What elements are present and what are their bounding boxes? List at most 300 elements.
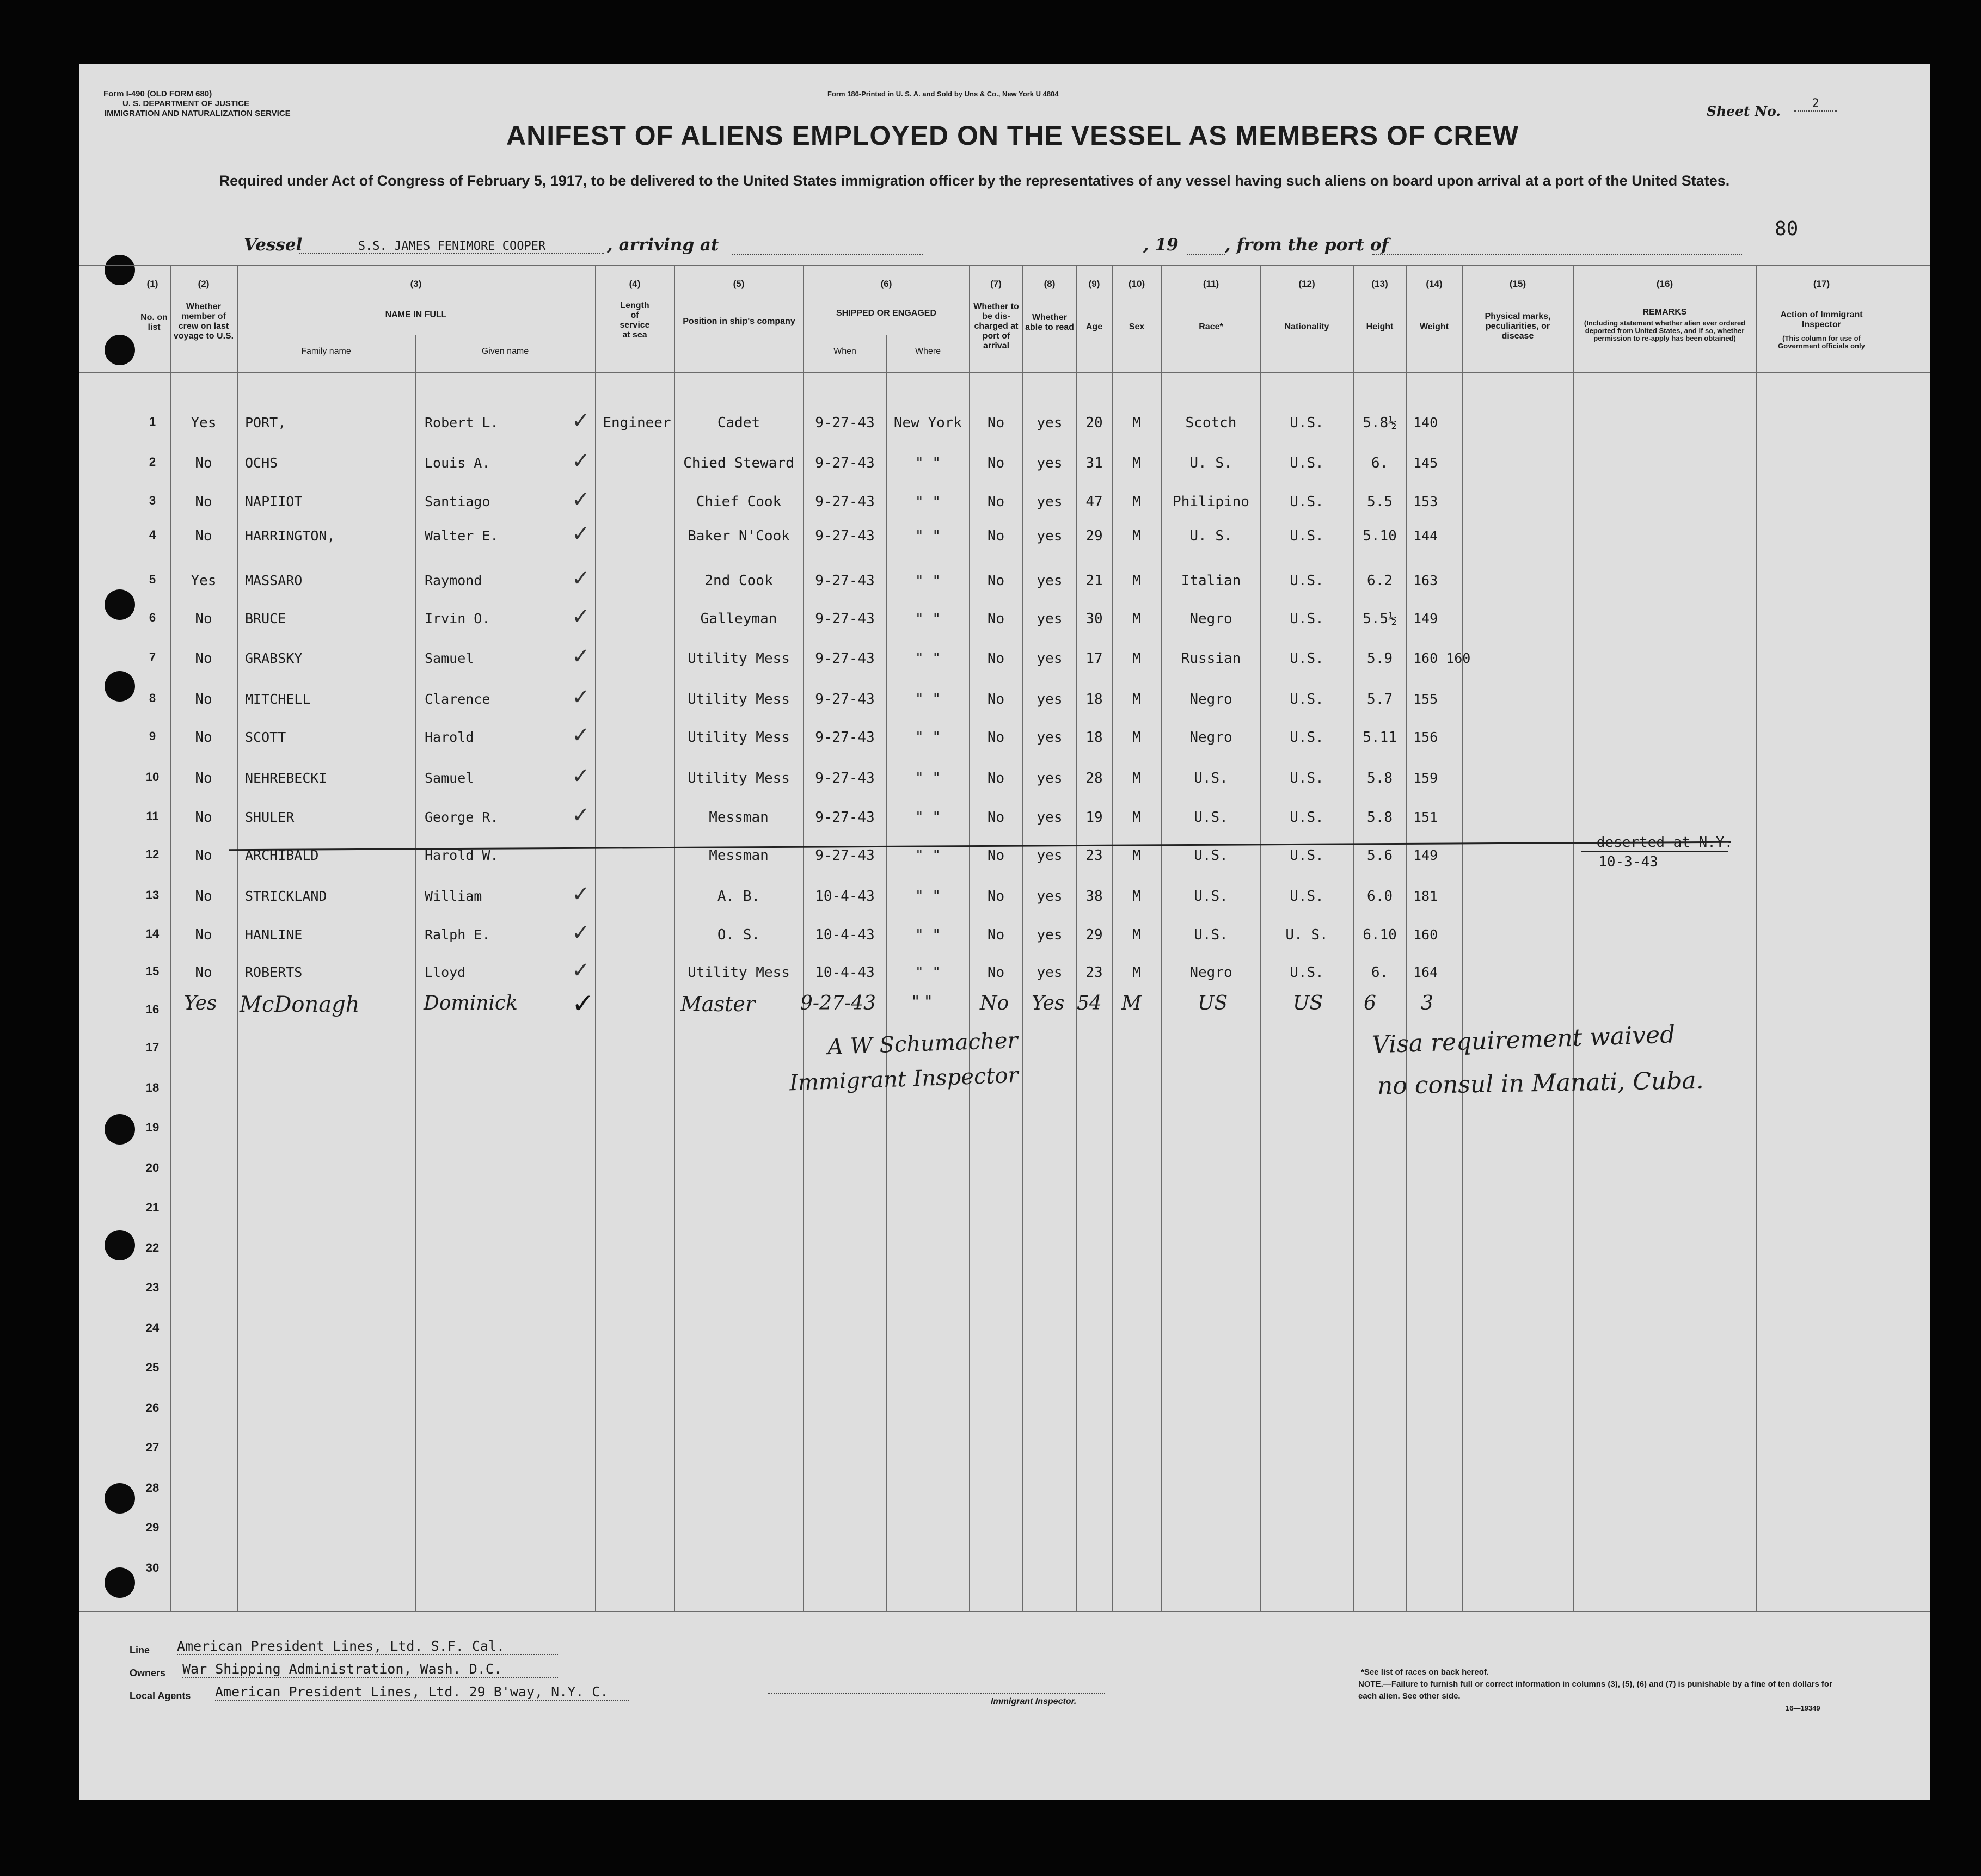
weight-cell: 140: [1413, 415, 1438, 430]
read-cell: yes: [1037, 573, 1063, 589]
height-cell: 5.9: [1367, 650, 1393, 667]
weight-cell: 3: [1421, 992, 1433, 1014]
discharged-cell: No: [987, 809, 1005, 826]
family-name-cell: GRABSKY: [245, 650, 303, 666]
height-cell: 5.5½: [1363, 611, 1397, 627]
shipped-when-cell: 9-27-43: [815, 847, 875, 864]
family-name-cell: SHULER: [245, 809, 295, 825]
col-4-label: Length of service at sea: [620, 301, 650, 340]
punch-hole: [105, 671, 135, 702]
arriving-label: , arriving at: [607, 235, 719, 255]
col-2-label: Whether member of crew on last voyage to U.S.: [173, 302, 234, 341]
read-cell: yes: [1037, 494, 1063, 510]
race-cell: Negro: [1189, 964, 1232, 981]
col-14-label: Weight: [1419, 322, 1449, 331]
position-cell: Utility Mess: [688, 691, 790, 708]
checkmark-icon: ✓: [572, 408, 590, 433]
discharged-cell: No: [987, 770, 1005, 786]
col-16-label: REMARKS: [1642, 307, 1687, 317]
visa-note-line2: no consul in Manati, Cuba.: [1377, 1066, 1704, 1100]
inspector-signature: A W Schumacher: [827, 1028, 1019, 1060]
row-number: 5: [149, 573, 156, 586]
col-13-num: (13): [1371, 279, 1388, 289]
age-cell: 30: [1085, 611, 1103, 627]
where-header: Where: [915, 347, 941, 356]
weight-cell: 149: [1413, 847, 1438, 863]
weight-cell: 156: [1413, 729, 1438, 745]
height-cell: 6.: [1371, 455, 1389, 471]
sex-cell: M: [1132, 809, 1141, 826]
last-voyage-cell: Yes: [184, 992, 217, 1014]
last-voyage-cell: Yes: [191, 415, 217, 431]
family-name-cell: STRICKLAND: [245, 888, 327, 904]
race-cell: U.S.: [1194, 809, 1228, 826]
read-cell: yes: [1037, 888, 1063, 905]
last-voyage-cell: No: [195, 455, 212, 471]
sheet-number: 2: [1794, 97, 1837, 112]
visa-note-line1: Visa requirement waived: [1371, 1020, 1676, 1059]
sex-cell: M: [1132, 770, 1141, 786]
row-number: 29: [145, 1521, 160, 1534]
weight-cell: 160: [1413, 927, 1438, 943]
col-9-label: Age: [1085, 322, 1103, 331]
race-cell: U. S.: [1189, 455, 1232, 471]
discharged-cell: No: [987, 455, 1005, 471]
read-cell: yes: [1037, 611, 1063, 627]
shipped-when-cell: 9-27-43: [815, 415, 875, 431]
family-name-cell: MITCHELL: [245, 691, 311, 707]
nationality-cell: U.S.: [1290, 415, 1324, 431]
read-cell: yes: [1037, 964, 1063, 981]
punch-hole: [105, 1114, 135, 1145]
table-top-rule: [79, 265, 1930, 266]
sex-cell: M: [1121, 992, 1142, 1014]
agents-label: Local Agents: [130, 1690, 191, 1701]
service-name: IMMIGRATION AND NATURALIZATION SERVICE: [105, 109, 291, 118]
year-field: [1187, 254, 1225, 255]
age-cell: 38: [1085, 888, 1103, 905]
nationality-cell: U.S.: [1290, 888, 1324, 905]
height-cell: 5.7: [1367, 691, 1393, 708]
col-4-num: (4): [629, 279, 641, 289]
when-header: When: [833, 347, 856, 356]
shipped-when-cell: 9-27-43: [815, 650, 875, 667]
shipped-when-cell: 10-4-43: [815, 888, 875, 905]
shipped-when-cell: 10-4-43: [815, 927, 875, 943]
age-cell: 47: [1085, 494, 1103, 510]
row-number: 15: [145, 964, 160, 978]
last-voyage-cell: No: [195, 729, 212, 746]
read-cell: Yes: [1032, 992, 1065, 1014]
position-cell: Baker N'Cook: [688, 528, 790, 544]
shipped-where-cell: " ": [915, 573, 941, 589]
family-name-cell: HANLINE: [245, 927, 303, 943]
age-cell: 18: [1085, 729, 1103, 746]
nationality-cell: U.S.: [1290, 691, 1324, 708]
sex-cell: M: [1132, 927, 1141, 943]
col-11-num: (11): [1203, 279, 1219, 289]
nationality-cell: U.S.: [1290, 809, 1324, 826]
corner-number: 80: [1775, 218, 1799, 240]
checkmark-icon: ✓: [572, 958, 590, 983]
inspector-title: Immigrant Inspector: [789, 1062, 1019, 1096]
given-name-cell: Dominick: [424, 992, 518, 1014]
col-17-sublabel: (This column for use of Government officials only: [1778, 334, 1865, 350]
col-5-label: Position in ship's company: [683, 317, 795, 326]
row-number: 30: [145, 1560, 160, 1574]
weight-cell: 181: [1413, 888, 1438, 904]
last-voyage-cell: No: [195, 691, 212, 708]
last-voyage-cell: No: [195, 650, 212, 667]
weight-cell: 163: [1413, 573, 1438, 588]
shipped-when-cell: 9-27-43: [815, 494, 875, 510]
family-name-cell: BRUCE: [245, 611, 286, 626]
given-name-cell: Harold: [425, 729, 474, 745]
sex-cell: M: [1132, 455, 1141, 471]
discharged-cell: No: [987, 691, 1005, 708]
given-name-cell: Samuel: [425, 650, 474, 666]
age-cell: 23: [1085, 964, 1103, 981]
last-voyage-cell: No: [195, 809, 212, 826]
row-number: 17: [145, 1041, 160, 1054]
col-15-label: Physical marks, peculiarities, or disease: [1485, 312, 1551, 341]
sex-cell: M: [1132, 573, 1141, 589]
col-divider: [415, 335, 416, 1611]
given-name-cell: William: [425, 888, 482, 904]
col-17-label: Action of Immigrant Inspector: [1780, 310, 1863, 329]
position-cell: Galleyman: [700, 611, 777, 627]
given-name-cell: Louis A.: [425, 455, 490, 471]
col-8-num: (8): [1044, 279, 1056, 289]
nationality-cell: US: [1293, 992, 1323, 1014]
shipped-where-cell: " ": [915, 455, 941, 471]
height-cell: 6: [1364, 992, 1376, 1014]
shipped-where-cell: " ": [915, 729, 941, 746]
col-2-num: (2): [198, 279, 210, 289]
col-divider: [237, 265, 238, 1611]
shipped-where-cell: " ": [915, 611, 941, 627]
shipped-where-cell: " ": [915, 494, 941, 510]
row-number: 24: [145, 1320, 160, 1334]
shipped-when-cell: 9-27-43: [815, 729, 875, 746]
port-label: , from the port of: [1225, 235, 1389, 255]
col-6-label: SHIPPED OR ENGAGED: [836, 309, 937, 318]
col-16-num: (16): [1656, 279, 1673, 289]
row-number: 16: [145, 1002, 160, 1016]
sex-cell: M: [1132, 528, 1141, 544]
checkmark-icon: ✓: [572, 521, 590, 546]
given-name-cell: George R.: [425, 809, 499, 825]
shipped-where-cell: " ": [915, 888, 941, 905]
shipped-when-cell: 9-27-43: [815, 528, 875, 544]
discharged-cell: No: [987, 847, 1005, 864]
read-cell: yes: [1037, 415, 1063, 431]
family-name-cell: ARCHIBALD: [245, 847, 319, 863]
inspector-signature-line: [768, 1693, 1105, 1694]
row-number: 22: [145, 1240, 160, 1254]
age-cell: 17: [1085, 650, 1103, 667]
position-cell: Chied Steward: [683, 455, 794, 471]
height-cell: 5.8½: [1363, 415, 1397, 431]
col-17-num: (17): [1813, 279, 1830, 289]
sex-cell: M: [1132, 847, 1141, 864]
penalty-note: NOTE.—Failure to furnish full or correct information in columns (3), (5), (6) and (7) is punishable by a fine of ten dollars for each alien. See other side.: [1358, 1680, 1832, 1701]
col-7-num: (7): [990, 279, 1002, 289]
position-cell: Messman: [709, 847, 769, 864]
age-cell: 18: [1085, 691, 1103, 708]
age-cell: 21: [1085, 573, 1103, 589]
discharged-cell: No: [987, 964, 1005, 981]
inspector-signature-label: Immigrant Inspector.: [991, 1697, 1077, 1706]
shipped-when-cell: 9-27-43: [815, 770, 875, 786]
shipped-where-cell: " ": [915, 770, 941, 786]
last-voyage-cell: No: [195, 964, 212, 981]
form-code: 16—19349: [1786, 1704, 1820, 1712]
row-number: 7: [149, 650, 156, 664]
position-cell: Master: [680, 992, 755, 1016]
height-cell: 5.6: [1367, 847, 1393, 864]
row-number: 6: [149, 611, 156, 624]
race-cell: US: [1198, 992, 1228, 1014]
nationality-cell: U.S.: [1290, 729, 1324, 746]
year-label: , 19: [1143, 235, 1179, 255]
col-7-label: Whether to be dis-charged at port of arrival: [973, 302, 1019, 350]
weight-cell: 144: [1413, 528, 1438, 544]
discharged-cell: No: [987, 494, 1005, 510]
row-number: 13: [145, 888, 160, 902]
owners-value: War Shipping Administration, Wash. D.C.: [182, 1661, 558, 1678]
last-voyage-cell: No: [195, 927, 212, 943]
row-number: 9: [149, 729, 156, 743]
given-name-cell: Samuel: [425, 770, 474, 786]
punch-hole: [105, 1567, 135, 1598]
remarks-date-cell: 10-3-43: [1598, 854, 1658, 870]
arriving-field: [732, 254, 923, 255]
last-voyage-cell: No: [195, 770, 212, 786]
row-number: 2: [149, 455, 156, 469]
read-cell: yes: [1037, 455, 1063, 471]
race-cell: Russian: [1181, 650, 1241, 667]
height-cell: 5.10: [1363, 528, 1397, 544]
col-divider: [1406, 265, 1407, 1611]
height-cell: 6.10: [1363, 927, 1397, 943]
discharged-cell: No: [987, 729, 1005, 746]
family-name-cell: ROBERTS: [245, 964, 303, 980]
col-5-num: (5): [733, 279, 745, 289]
family-name-header: Family name: [301, 347, 351, 356]
col-16-sublabel: (Including statement whether alien ever ordered deported from United States, and if so, whether permission to re-apply has been obtained): [1584, 319, 1746, 342]
age-cell: 19: [1085, 809, 1103, 826]
shipped-where-cell: " ": [915, 809, 941, 826]
last-voyage-cell: No: [195, 611, 212, 627]
shipped-when-cell: 9-27-43: [815, 611, 875, 627]
row-number: 25: [145, 1361, 160, 1374]
race-cell: U.S.: [1194, 927, 1228, 943]
read-cell: yes: [1037, 770, 1063, 786]
form-number: Form I-490 (OLD FORM 680): [103, 89, 212, 99]
shipped-when-cell: 10-4-43: [815, 964, 875, 981]
age-cell: 31: [1085, 455, 1103, 471]
nationality-cell: U. S.: [1285, 927, 1328, 943]
nationality-cell: U.S.: [1290, 964, 1324, 981]
row-number: 1: [149, 415, 156, 428]
age-cell: 28: [1085, 770, 1103, 786]
family-name-cell: McDonagh: [240, 992, 360, 1017]
checkmark-icon: ✓: [572, 604, 590, 629]
shipped-when-cell: 9-27-43: [815, 455, 875, 471]
weight-cell: 149: [1413, 611, 1438, 626]
last-voyage-cell: No: [195, 888, 212, 905]
shipped-where-cell: " ": [915, 691, 941, 708]
height-cell: 5.5: [1367, 494, 1393, 510]
given-name-cell: Clarence: [425, 691, 490, 707]
nationality-cell: U.S.: [1290, 455, 1324, 471]
position-cell: Chief Cook: [696, 494, 782, 510]
checkmark-icon: ✓: [572, 803, 590, 828]
page-title: ANIFEST OF ALIENS EMPLOYED ON THE VESSEL AS MEMBERS OF CREW: [506, 120, 1519, 151]
col-9-num: (9): [1088, 279, 1100, 289]
shipped-when-cell: 9-27-43: [800, 992, 876, 1014]
shipped-where-cell: " ": [915, 847, 941, 864]
weight-cell: 145: [1413, 455, 1438, 471]
owners-label: Owners: [130, 1668, 166, 1678]
discharged-cell: No: [987, 415, 1005, 431]
sex-cell: M: [1132, 415, 1141, 431]
position-cell: A. B.: [717, 888, 760, 905]
row-number: 26: [145, 1400, 160, 1414]
given-name-cell: Lloyd: [425, 964, 466, 980]
sex-cell: M: [1132, 729, 1141, 746]
race-cell: Italian: [1181, 573, 1241, 589]
shipped-where-cell: " ": [915, 650, 941, 667]
shipped-when-cell: 9-27-43: [815, 809, 875, 826]
col-14-num: (14): [1426, 279, 1443, 289]
weight-cell: 151: [1413, 809, 1438, 825]
sheet-label: Sheet No.: [1707, 103, 1781, 119]
weight-cell: 159: [1413, 770, 1438, 786]
shipped-where-cell: New York: [893, 415, 962, 431]
col-3-num: (3): [410, 279, 422, 289]
row-number: 27: [145, 1441, 160, 1454]
read-cell: yes: [1037, 809, 1063, 826]
position-cell: Utility Mess: [688, 964, 790, 981]
col-10-label: Sex: [1129, 322, 1145, 331]
checkmark-icon: ✓: [572, 764, 590, 789]
checkmark-icon: ✓: [572, 920, 590, 945]
race-cell: U. S.: [1189, 528, 1232, 544]
race-cell: Philipino: [1173, 494, 1249, 510]
family-name-cell: OCHS: [245, 455, 278, 471]
race-cell: Negro: [1189, 691, 1232, 708]
age-cell: 23: [1085, 847, 1103, 864]
position-cell: Utility Mess: [688, 729, 790, 746]
printer-note: Form 186-Printed in U. S. A. and Sold by Uns & Co., New York U 4804: [827, 90, 1059, 98]
shipped-where-cell: " ": [915, 528, 941, 544]
age-cell: 54: [1077, 992, 1102, 1014]
race-cell: U.S.: [1194, 770, 1228, 786]
row-number: 19: [145, 1121, 160, 1134]
col-1-label: No. on list: [140, 313, 168, 332]
row-number: 12: [145, 847, 160, 861]
remarks-cell: deserted at N.Y.: [1596, 834, 1733, 851]
sex-cell: M: [1132, 964, 1141, 981]
last-voyage-cell: No: [195, 847, 212, 864]
read-cell: yes: [1037, 528, 1063, 544]
height-cell: 5.11: [1363, 729, 1397, 746]
row-number: 28: [145, 1480, 160, 1494]
remarks-underline: [1581, 851, 1728, 852]
row-number: 3: [149, 494, 156, 507]
position-cell: Cadet: [717, 415, 760, 431]
read-cell: yes: [1037, 650, 1063, 667]
row-number: 8: [149, 691, 156, 705]
table-header-rule: [79, 372, 1930, 373]
nationality-cell: U.S.: [1290, 847, 1324, 864]
given-name-cell: Santiago: [425, 494, 490, 509]
col-divider: [1756, 265, 1757, 1611]
col-3-label: NAME IN FULL: [385, 310, 447, 319]
age-cell: 20: [1085, 415, 1103, 431]
nationality-cell: U.S.: [1290, 494, 1324, 510]
given-name-cell: Harold W.: [425, 847, 499, 863]
page-subtitle: Required under Act of Congress of February 5, 1917, to be delivered to the United States immigration officer by the representatives of any vessel having such aliens on board upon arrival at a port of the United States.: [219, 173, 1730, 189]
sex-cell: M: [1132, 691, 1141, 708]
height-cell: 6.: [1371, 964, 1389, 981]
vessel-name: S.S. JAMES FENIMORE COOPER: [299, 239, 604, 254]
checkmark-icon: ✓: [572, 487, 590, 512]
col-12-num: (12): [1298, 279, 1315, 289]
height-cell: 6.0: [1367, 888, 1393, 905]
last-voyage-cell: No: [195, 528, 212, 544]
nationality-cell: U.S.: [1290, 528, 1324, 544]
row-number: 4: [149, 528, 156, 542]
punch-hole: [105, 1230, 135, 1260]
sex-cell: M: [1132, 494, 1141, 510]
checkmark-icon: ✓: [572, 723, 590, 748]
shipped-where-cell: " ": [915, 964, 941, 981]
read-cell: yes: [1037, 691, 1063, 708]
punch-hole: [105, 589, 135, 620]
row-number: 10: [145, 770, 160, 784]
given-name-cell: Ralph E.: [425, 927, 490, 943]
race-cell: U.S.: [1194, 888, 1228, 905]
col-11-label: Race*: [1199, 322, 1223, 331]
checkmark-icon: ✓: [572, 566, 590, 591]
punch-hole: [105, 1483, 135, 1514]
col-10-num: (10): [1128, 279, 1145, 289]
line-value: American President Lines, Ltd. S.F. Cal.: [177, 1638, 558, 1655]
family-name-cell: NAPIIOT: [245, 494, 303, 509]
discharged-cell: No: [987, 927, 1005, 943]
position-cell: 2nd Cook: [704, 573, 773, 589]
port-field: [1372, 254, 1742, 255]
line-label: Line: [130, 1645, 150, 1656]
col-12-label: Nationality: [1284, 322, 1329, 331]
col-divider: [595, 265, 596, 1611]
sex-cell: M: [1132, 650, 1141, 667]
vessel-label: Vessel: [244, 235, 303, 255]
row-number: 20: [145, 1160, 160, 1174]
table-bottom-rule: [79, 1611, 1930, 1612]
col-8-label: Whether able to read: [1025, 313, 1074, 332]
position-cell: O. S.: [717, 927, 760, 943]
nationality-cell: U.S.: [1290, 573, 1324, 589]
checkmark-icon: ✓: [572, 644, 590, 669]
nationality-cell: U.S.: [1290, 650, 1324, 667]
given-name-cell: Raymond: [425, 573, 482, 588]
family-name-cell: HARRINGTON,: [245, 528, 335, 544]
shipped-where-cell: " ": [915, 927, 941, 943]
